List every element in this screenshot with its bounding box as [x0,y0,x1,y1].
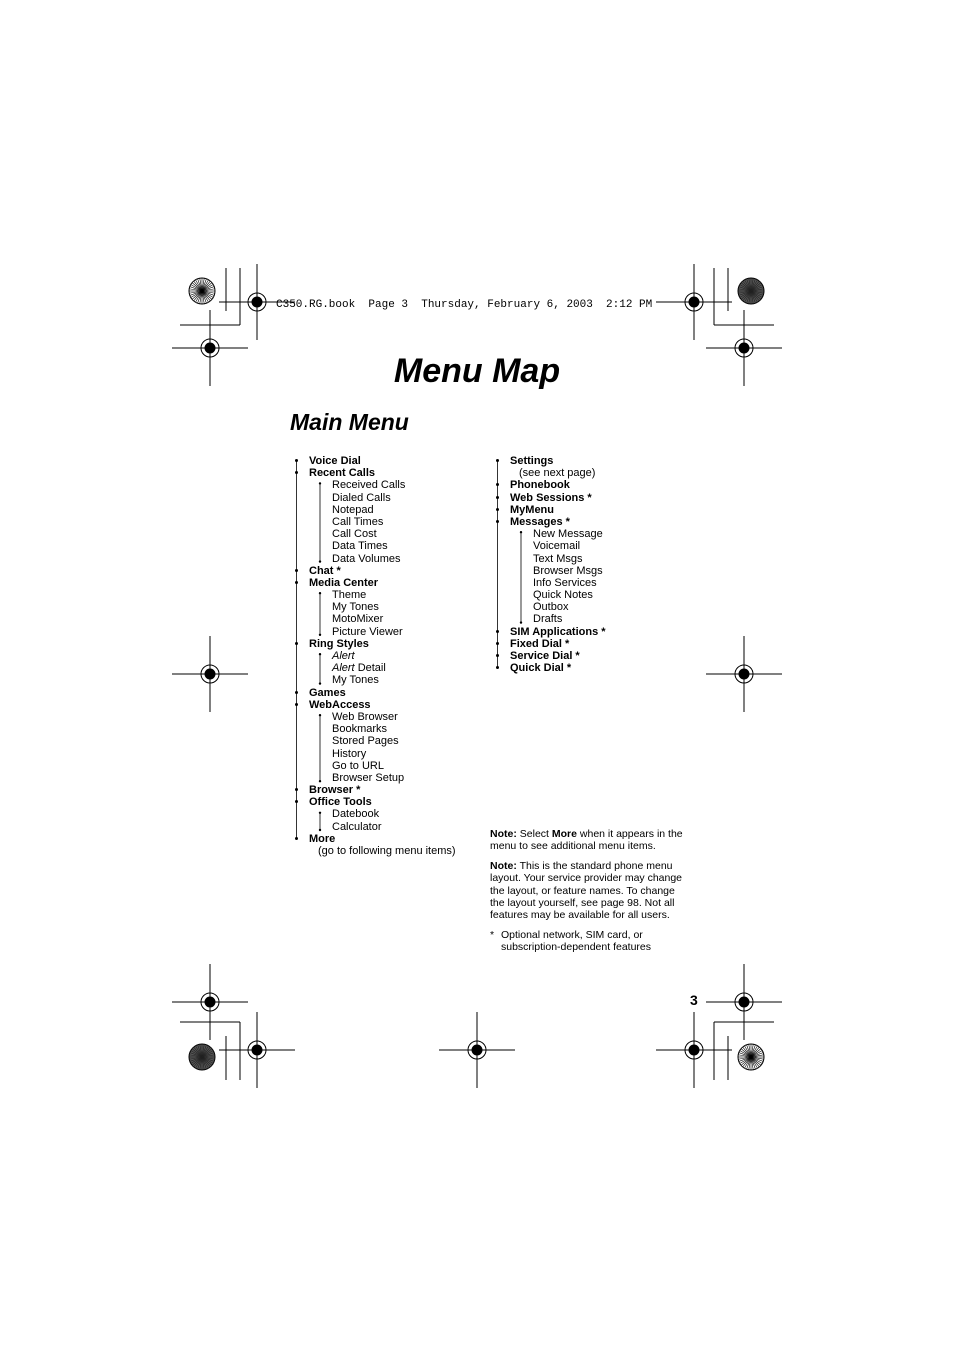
menu-item: Media Center [309,577,456,589]
menu-item: Quick Dial * [510,662,606,674]
submenu-item: Browser Setup [332,771,405,784]
registration-target-icon [656,264,732,340]
color-starburst-icon [738,1044,764,1070]
submenu-item: Notepad [332,503,374,516]
menu-item: Recent Calls [309,467,456,479]
registration-target-icon [439,1012,515,1088]
submenu-item: Outbox [533,601,569,614]
registration-target-icon [656,1012,732,1088]
notes-block [490,828,690,954]
registration-target-icon [172,636,248,712]
menu-item: Office Tools [309,796,456,808]
note-more: Note: Select More when it appears in the menu to see additional menu items. [490,828,683,853]
submenu-item: Calculator [332,820,382,833]
menu-item: Ring Styles [309,638,456,650]
note-standard-layout: Note: This is the standard phone menu layout. Your service provider may change the layout, or feature names. To change the layout yourself, see page 98. Not all features may be available for all users. [490,859,683,922]
tree-lines [289,455,329,862]
menu-item: Fixed Dial * [510,638,606,650]
menu-note: (go to following menu items) [318,845,456,857]
submenu-item: Data Volumes [332,552,401,565]
submenu-item: Drafts [533,613,563,626]
registration-target-icon [706,964,782,1040]
menu-item: Settings [510,455,606,467]
color-starburst-icon [189,1044,215,1070]
submenu-item: Info Services [533,576,597,589]
menu-column-right [510,455,606,674]
registration-target-icon [706,636,782,712]
color-starburst-icon [738,278,764,304]
submenu-item: Datebook [332,808,380,821]
footnote-optional: * Optional network, SIM card, or subscription-dependent features [490,928,652,954]
registration-target-icon [172,964,248,1040]
menu-item: Chat * [309,565,456,577]
submenu-item: Web Browser [332,710,398,723]
page-number: 3 [690,992,698,1008]
submenu-item: Stored Pages [332,735,399,748]
menu-item: Web Sessions * [510,492,606,504]
submenu-item: New Message [533,528,603,541]
submenu-item: Call Cost [332,528,377,541]
submenu-item: Theme [332,589,367,602]
submenu-item: Dialed Calls [332,491,391,504]
menu-item: Service Dial * [510,650,606,662]
submenu-item: Alert [332,650,355,662]
footnote-asterisk: * [490,928,495,941]
submenu-item: Bookmarks [332,723,388,736]
submenu-item: Call Times [332,515,384,528]
submenu-item: Go to URL [332,759,384,772]
submenu-item: Text Msgs [533,552,583,565]
submenu-item: MotoMixer [332,613,384,626]
menu-item: Games [309,687,456,699]
submenu-item: Alert Detail [332,662,386,675]
menu-item: Browser * [309,784,456,796]
registration-target-icon [219,1012,295,1088]
menu-note: (see next page) [519,467,596,480]
submenu-item: Data Times [332,540,388,553]
menu-item: MyMenu [510,504,606,516]
menu-item: Messages * [510,516,606,528]
menu-item: More [309,833,456,845]
submenu-item: Voicemail [533,540,581,553]
submenu-item: My Tones [332,601,379,614]
submenu-item: Received Calls [332,479,406,492]
menu-item: Voice Dial [309,455,456,467]
menu-column-left [309,455,456,857]
tree-lines [490,455,530,679]
submenu-item: My Tones [332,674,379,687]
menu-item: SIM Applications * [510,626,606,638]
menu-item: WebAccess [309,699,456,711]
file-header-line: C350.RG.book Page 3 Thursday, February 6, 2003 2:12 PM [276,299,653,311]
submenu-item: Browser Msgs [533,564,603,577]
submenu-item: History [332,747,367,760]
menu-item: Phonebook [510,479,606,491]
page-title: Menu Map [393,352,561,390]
submenu-item: Picture Viewer [332,625,403,638]
submenu-item: Quick Notes [533,589,593,602]
color-starburst-icon [189,278,215,304]
section-title: Main Menu [290,409,409,435]
